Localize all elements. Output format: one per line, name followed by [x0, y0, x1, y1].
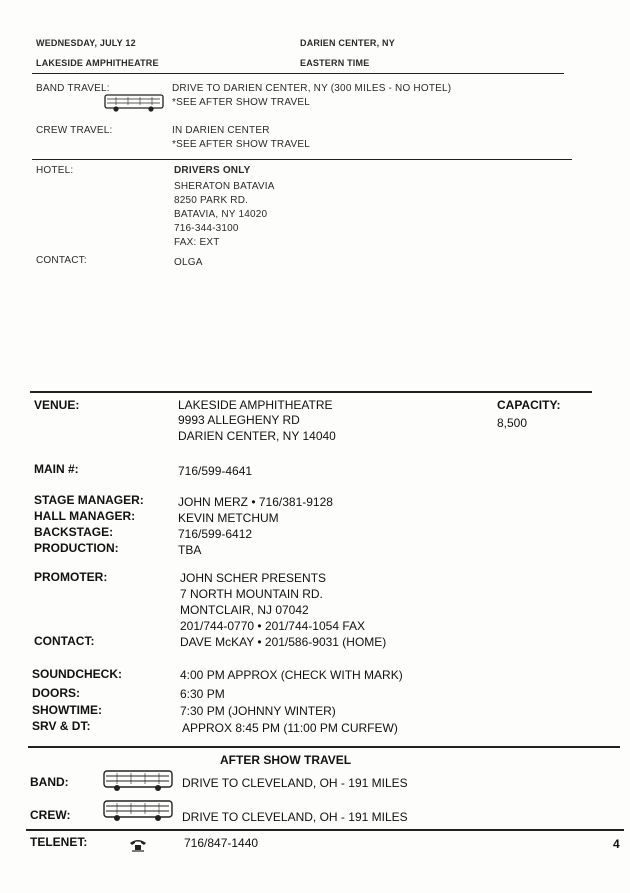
after-band-travel: DRIVE TO CLEVELAND, OH - 191 MILES: [182, 776, 408, 790]
srv-dt-value: APPROX 8:45 PM (11:00 PM CURFEW): [182, 721, 398, 735]
crew-travel-line2: *SEE AFTER SHOW TRAVEL: [172, 139, 310, 150]
hotel-divider: [30, 391, 592, 393]
bus-icon: [104, 93, 166, 113]
production-label: PRODUCTION:: [34, 541, 119, 555]
bus-icon: [103, 769, 175, 793]
promoter-city: MONTCLAIR, NJ 07042: [180, 603, 309, 617]
hotel-city: BATAVIA, NY 14020: [174, 209, 268, 220]
venue-address: 9993 ALLEGHENY RD: [178, 413, 300, 427]
stage-manager: JOHN MERZ • 716/381-9128: [178, 495, 333, 509]
soundcheck-label: SOUNDCHECK:: [32, 667, 122, 681]
promoter-contact-label: CONTACT:: [34, 634, 95, 648]
venue-header: LAKESIDE AMPHITHEATRE: [36, 58, 159, 68]
doors-label: DOORS:: [32, 686, 80, 700]
header-divider: [32, 73, 564, 74]
hotel-label: HOTEL:: [36, 165, 74, 176]
soundcheck-time: 4:00 PM APPROX (CHECK WITH MARK): [180, 668, 403, 682]
telenet-number: 716/847-1440: [184, 836, 259, 850]
band-travel-line1: DRIVE TO DARIEN CENTER, NY (300 MILES - NO HOTEL): [172, 83, 452, 94]
after-crew-label: CREW:: [30, 808, 71, 822]
venue-city: DARIEN CENTER, NY 14040: [178, 429, 336, 443]
hotel-address: 8250 PARK RD.: [174, 195, 249, 206]
promoter-phones: 201/744-0770 • 201/744-1054 FAX: [180, 619, 366, 633]
showtime-value: 7:30 PM (JOHNNY WINTER): [180, 704, 336, 718]
hotel-contact-label: CONTACT:: [36, 255, 87, 266]
crew-travel-line1: IN DARIEN CENTER: [172, 125, 270, 136]
telenet-label: TELENET:: [30, 835, 88, 849]
production-value: TBA: [178, 543, 202, 557]
promoter-contact: DAVE McKAY • 201/586-9031 (HOME): [180, 635, 387, 649]
band-travel-line2: *SEE AFTER SHOW TRAVEL: [172, 97, 310, 108]
promoter-address: 7 NORTH MOUNTAIN RD.: [180, 587, 323, 601]
after-band-label: BAND:: [30, 775, 69, 789]
footer-divider: [26, 829, 624, 831]
hotel-note: DRIVERS ONLY: [174, 165, 251, 176]
page-number: 4: [613, 837, 620, 851]
hotel-contact: OLGA: [174, 257, 203, 268]
hotel-phone: 716-344-3100: [174, 223, 239, 234]
backstage-label: BACKSTAGE:: [34, 525, 114, 539]
capacity-value: 8,500: [497, 416, 528, 430]
venue-name: LAKESIDE AMPHITHEATRE: [178, 398, 333, 412]
promoter-name: JOHN SCHER PRESENTS: [180, 571, 327, 585]
after-crew-travel: DRIVE TO CLEVELAND, OH - 191 MILES: [182, 810, 408, 824]
timezone-header: EASTERN TIME: [300, 58, 370, 68]
after-show-title: AFTER SHOW TRAVEL: [220, 753, 352, 767]
main-phone: 716/599-4641: [178, 464, 253, 478]
backstage-phone: 716/599-6412: [178, 527, 253, 541]
stage-manager-label: STAGE MANAGER:: [34, 493, 144, 507]
capacity-label: CAPACITY:: [497, 398, 561, 412]
doors-time: 6:30 PM: [180, 687, 225, 701]
hotel-fax: FAX: EXT: [174, 237, 220, 248]
telephone-icon: [129, 838, 147, 852]
city-header: DARIEN CENTER, NY: [300, 38, 395, 48]
main-phone-label: MAIN #:: [34, 462, 79, 476]
srv-dt-label: SRV & DT:: [32, 719, 91, 733]
travel-divider: [32, 159, 572, 160]
hotel-name: SHERATON BATAVIA: [174, 181, 275, 192]
venue-label: VENUE:: [34, 398, 80, 412]
hall-manager: KEVIN METCHUM: [178, 511, 279, 525]
band-travel-label: BAND TRAVEL:: [36, 83, 110, 94]
crew-travel-label: CREW TRAVEL:: [36, 125, 113, 136]
schedule-divider: [28, 746, 620, 748]
date-header: WEDNESDAY, JULY 12: [36, 38, 136, 48]
promoter-label: PROMOTER:: [34, 570, 108, 584]
bus-icon: [103, 799, 175, 823]
hall-manager-label: HALL MANAGER:: [34, 509, 136, 523]
showtime-label: SHOWTIME:: [32, 703, 102, 717]
